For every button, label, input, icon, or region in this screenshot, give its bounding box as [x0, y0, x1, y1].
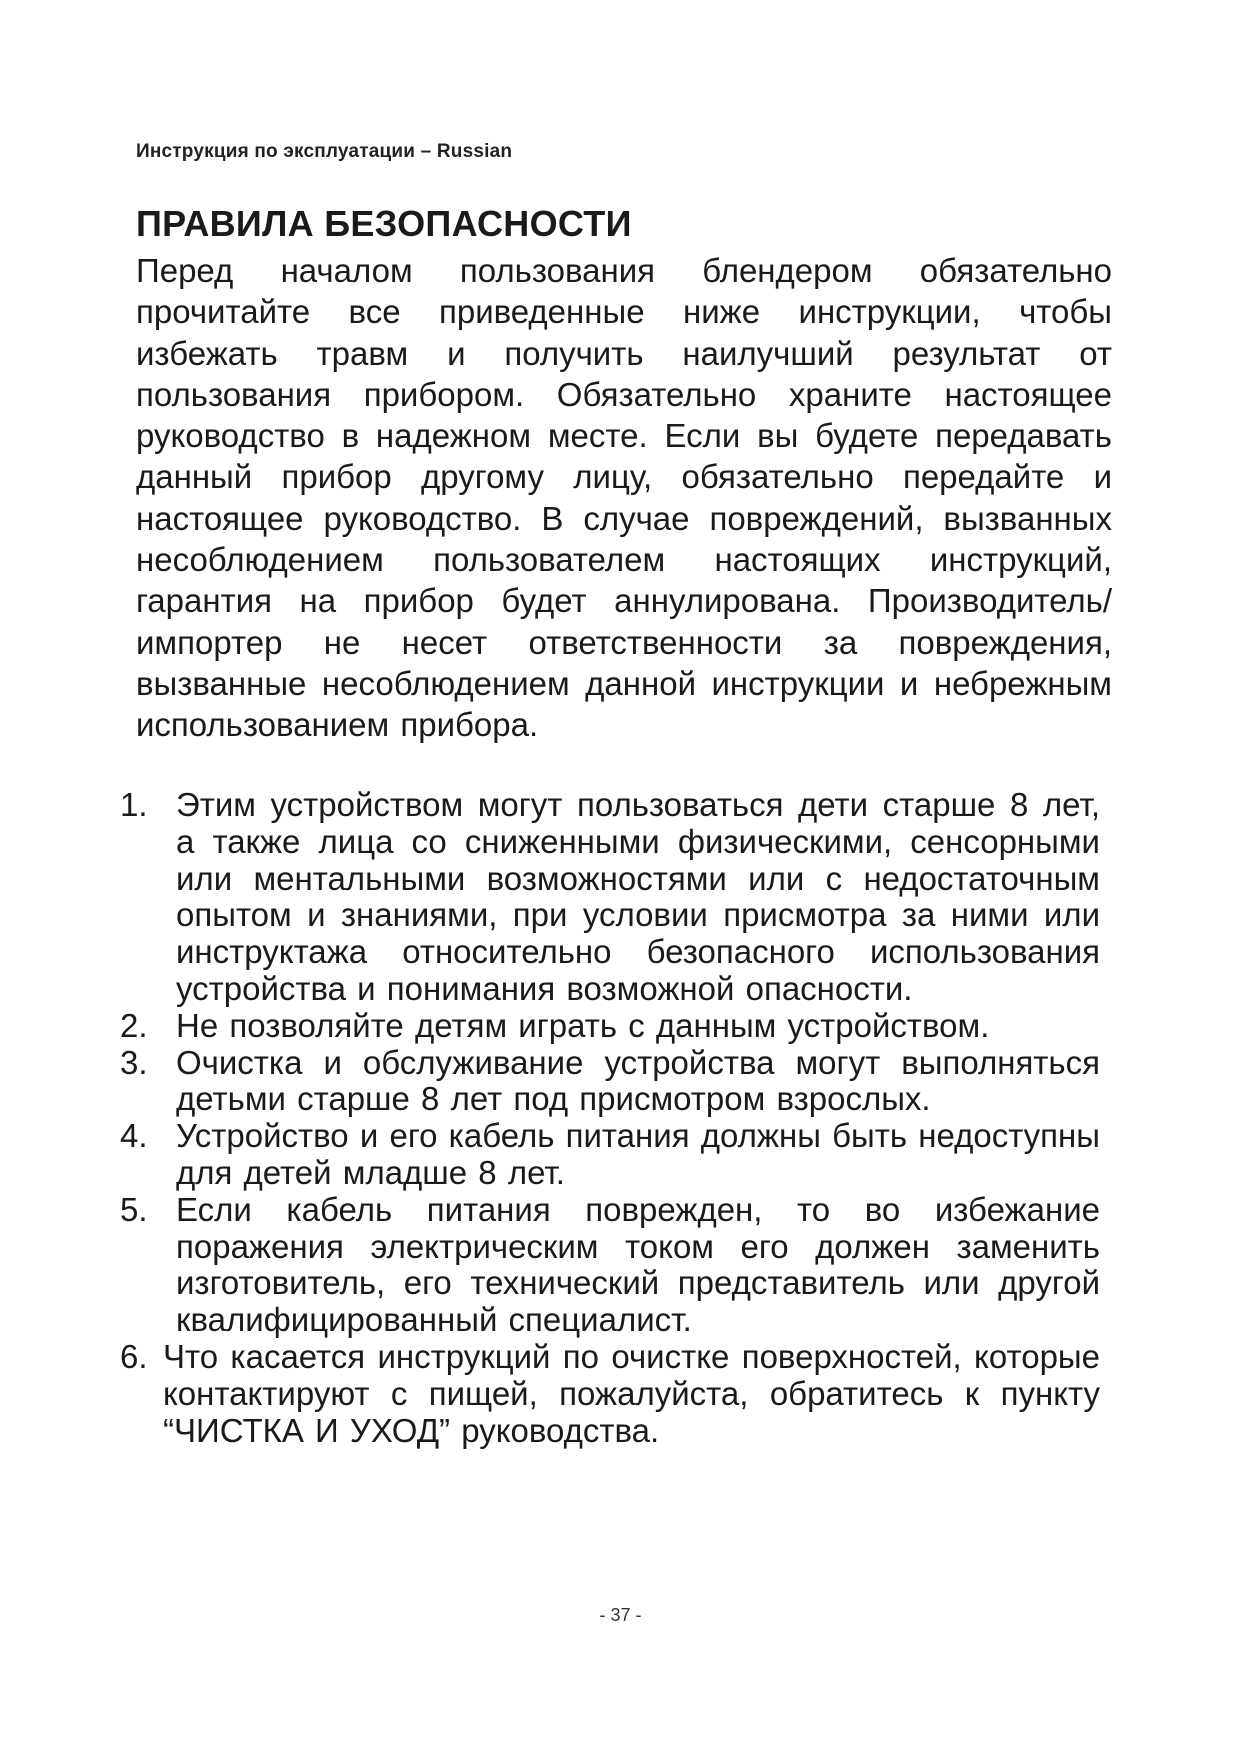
list-item-text: Очистка и обслуживание устройства могут выполняться детьми старше 8 лет под присмотром взрослых. — [176, 1043, 1100, 1118]
safety-rules-list — [120, 787, 1100, 1449]
list-item-number: 2. — [120, 1006, 148, 1044]
running-header: Инструкция по эксплуатации – Russian — [136, 141, 513, 162]
list-item-text: Если кабель питания поврежден, то во избежание поражения электрическим током его должен заменить изготовитель, его технический представитель или другой квалифицированный специалист. — [176, 1190, 1100, 1339]
list-item — [120, 1045, 1100, 1119]
list-item-number: 6. — [120, 1337, 148, 1375]
page-number: - 37 - — [599, 1605, 642, 1625]
list-item-text: Не позволяйте детям играть с данным устройством. — [176, 1006, 990, 1044]
list-item-number: 1. — [120, 786, 148, 823]
list-item — [120, 1008, 1100, 1045]
list-item-text: Устройство и его кабель питания должны быть недоступны для детей младше 8 лет. — [176, 1117, 1100, 1191]
list-item — [120, 787, 1100, 1008]
intro-paragraph: Перед началом пользования блендером обязательно прочитайте все приведенные ниже инструкции, чтобы избежать травм и получить наилучший результат от пользования прибором. Обязательно храните настоящее руководство в надежном месте. Если вы будете передавать данный прибор другому лицу, обязательно передайте и настоящее руководство. В случае повреждений, вызванных несоблюдением пользователем настоящих инструкций, гарантия на прибор будет аннулирована. Производитель/импортер не несет ответственности за повреждения, вызванные несоблюдением данной инструкции и небрежным использованием прибора. — [136, 252, 1112, 744]
list-item-text: Этим устройством могут пользоваться дети старше 8 лет, а также лица со сниженными физическими, сенсорными или ментальными возможностями или с недостаточным опытом и знаниями, при условии присмотра за ними или инструктажа относительно безопасного использования устройства и понимания возможной опасности. — [176, 786, 1100, 1007]
list-item-text: Что касается инструкций по очистке поверхностей, которые контактируют с пищей, пожалуйста, обратитесь к пункту “ЧИСТКА И УХОД” руководства. — [163, 1337, 1100, 1449]
list-item — [120, 1192, 1100, 1339]
list-item — [120, 1339, 1100, 1449]
list-item-number: 4. — [120, 1117, 148, 1155]
list-item-number: 5. — [120, 1190, 148, 1228]
list-item-number: 3. — [120, 1043, 148, 1081]
list-item — [120, 1118, 1100, 1192]
section-title: ПРАВИЛА БЕЗОПАСНОСТИ — [136, 203, 632, 244]
